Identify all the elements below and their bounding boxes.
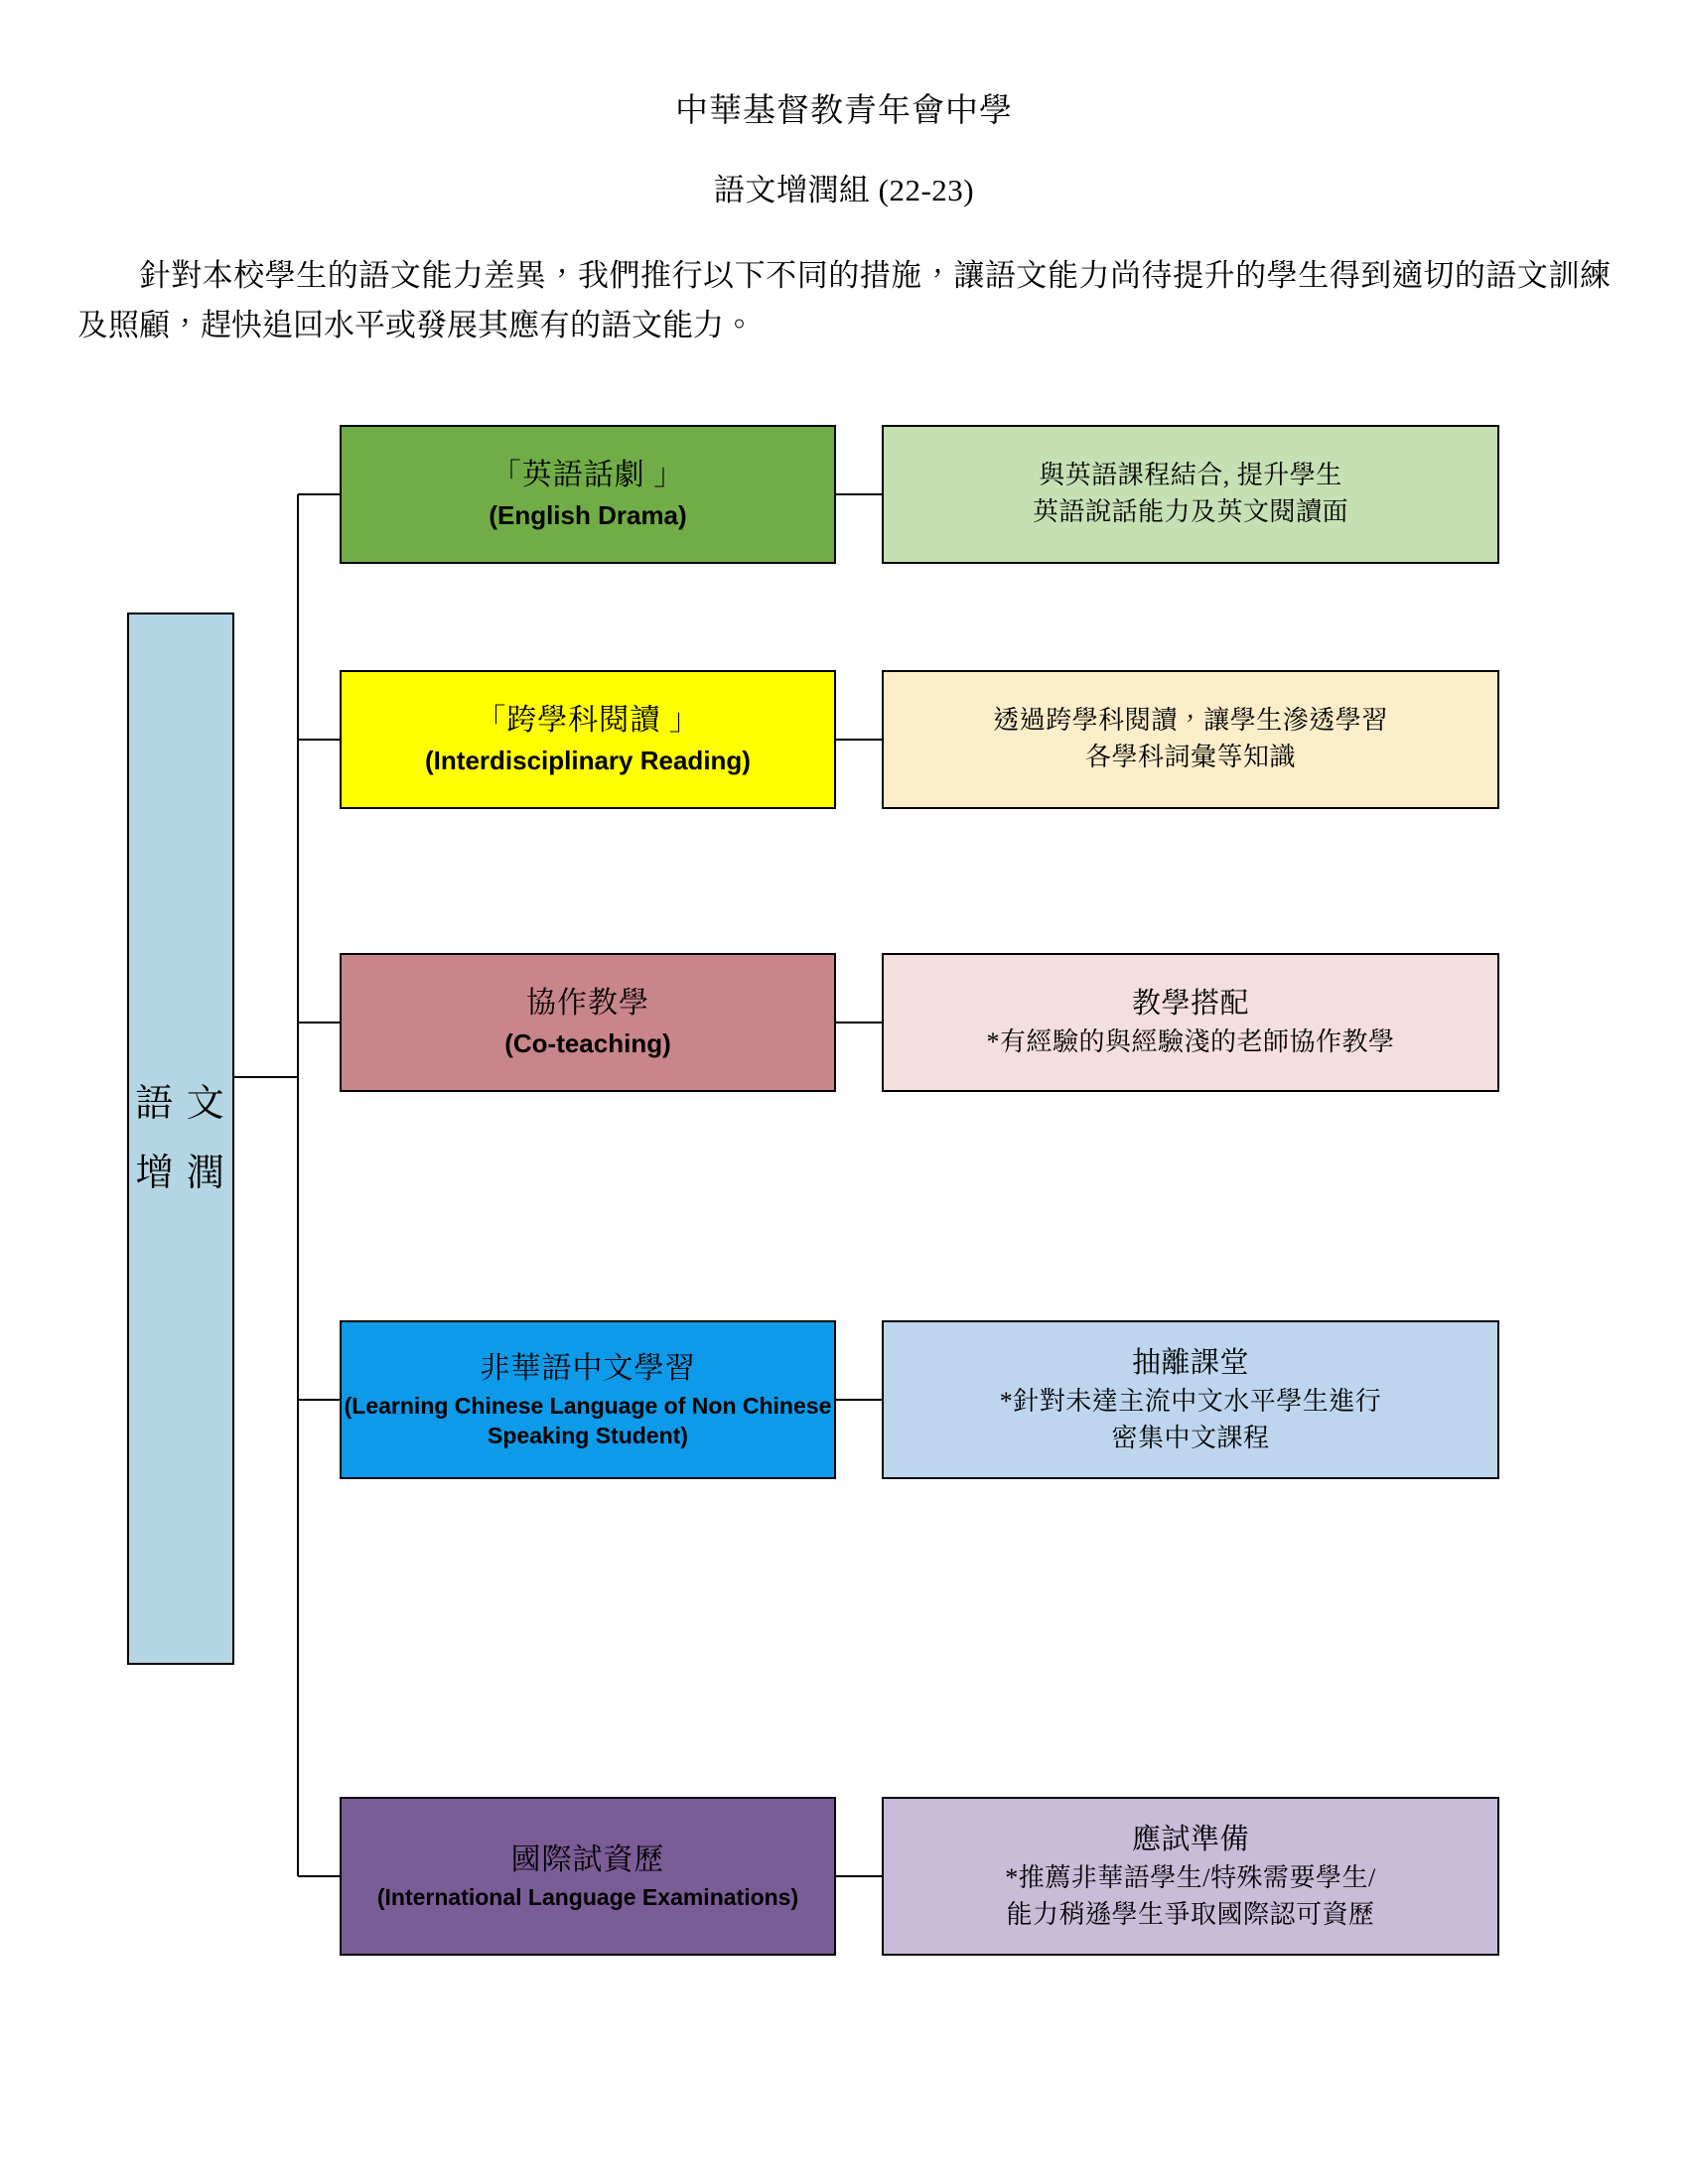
root-node-label: 語 文 增 潤 [135, 1082, 226, 1194]
document-header [0, 0, 1688, 209]
detail-node-english-drama [882, 425, 1499, 564]
detail-line: *推薦非華語學生/特殊需要學生/ [1005, 1862, 1376, 1892]
main-node-label-en: (Learning Chinese Language of Non Chinese Speaking Student) [344, 1393, 832, 1448]
detail-line: 應試準備 [1131, 1823, 1249, 1855]
detail-line: 各學科詞彙等知識 [1084, 743, 1296, 771]
main-node-label-zh: 「跨學科閱讀 」 [476, 704, 700, 738]
main-node-label-zh: 非華語中文學習 [480, 1351, 696, 1385]
detail-line: 與英語課程結合, 提升學生 [1039, 461, 1342, 490]
intro-text: 針對本校學生的語文能力差異，我們推行以下不同的措施，讓語文能力尚待提升的學生得到適切的語文訓練及照顧，趕快追回水平或發展其應有的語文能力。 [77, 257, 1611, 342]
detail-line: *針對未達主流中文水平學生進行 [999, 1386, 1382, 1416]
detail-line: *有經驗的與經驗淺的老師協作教學 [986, 1027, 1395, 1057]
unit-name: 語文增潤組 (22-23) [713, 172, 975, 207]
main-node-label-zh: 「英語話劇 」 [491, 459, 685, 492]
detail-node-co-teaching [882, 953, 1499, 1092]
detail-node-interdisciplinary-reading [882, 670, 1499, 809]
main-node-international-exams [340, 1797, 836, 1956]
root-node-language-enhancement [127, 613, 234, 1665]
main-node-label-zh: 國際試資歷 [510, 1843, 665, 1876]
detail-node-international-exams [882, 1797, 1499, 1956]
main-node-label-zh: 協作教學 [526, 987, 649, 1021]
main-node-label-en: (Interdisciplinary Reading) [425, 745, 751, 775]
detail-line: 抽離課堂 [1131, 1346, 1249, 1379]
intro-paragraph [77, 251, 1611, 350]
main-node-interdisciplinary-reading [340, 670, 836, 809]
main-node-non-chinese-speaking [340, 1320, 836, 1479]
language-enhancement-diagram [0, 407, 1688, 2085]
main-node-co-teaching [340, 953, 836, 1092]
detail-line: 能力稍遜學生爭取國際認可資歷 [1006, 1899, 1375, 1929]
detail-line: 密集中文課程 [1111, 1423, 1270, 1452]
school-name: 中華基督教青年會中學 [675, 93, 1013, 129]
main-node-label-en: (English Drama) [489, 499, 687, 530]
main-node-label-en: (Co-teaching) [504, 1027, 671, 1058]
detail-line: 透過跨學科閱讀，讓學生滲透學習 [993, 706, 1388, 736]
main-node-english-drama [340, 425, 836, 564]
detail-line: 英語說話能力及英文閱讀面 [1032, 497, 1348, 526]
detail-node-non-chinese-speaking [882, 1320, 1499, 1479]
detail-line: 教學搭配 [1131, 987, 1249, 1020]
main-node-label-en: (International Language Examinations) [376, 1884, 799, 1911]
